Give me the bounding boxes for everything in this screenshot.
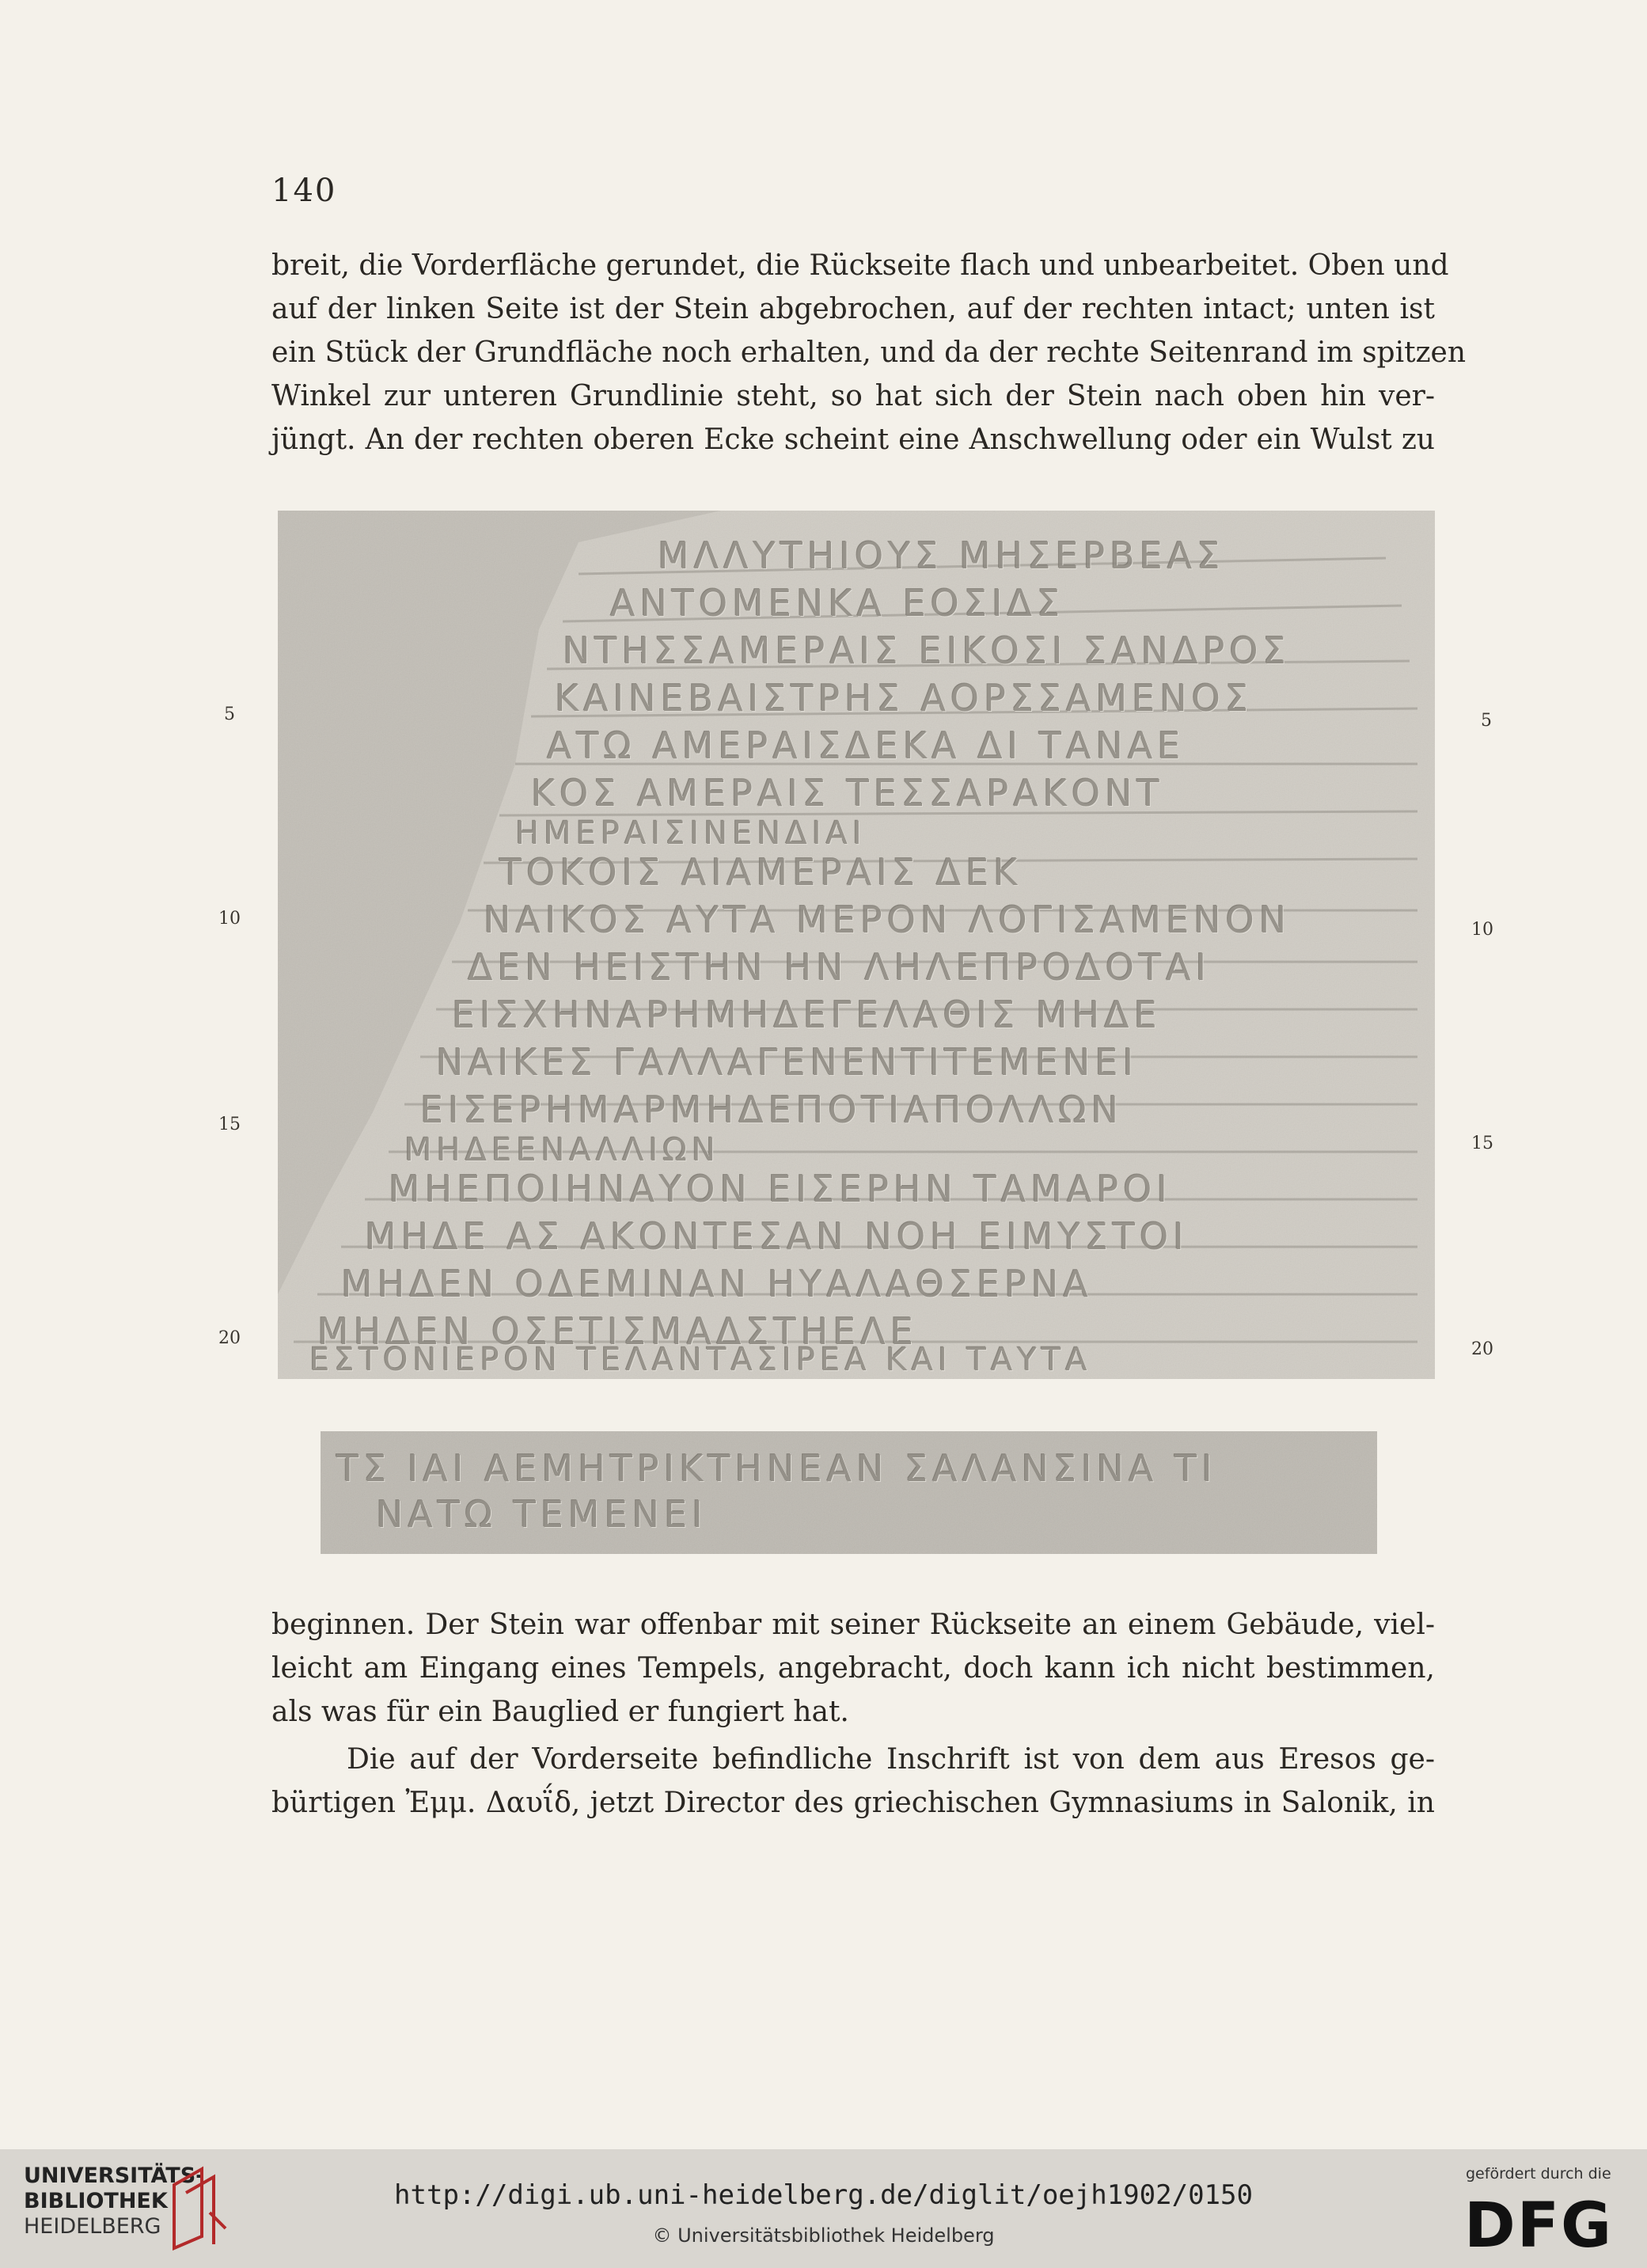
dfg-logo: DFG bbox=[1464, 2190, 1614, 2262]
text-line: jüngt. An der rechten oberen Ecke scheint eine Anschwellung oder ein Wulst zu bbox=[271, 424, 1435, 456]
document-url-link[interactable]: http://digi.ub.uni-heidelberg.de/diglit/oejh1902/0150 bbox=[394, 2179, 1253, 2211]
inscription-strip-photo: ΤΣ ΙΑΙ ΑΕΜΗΤΡΙΚΤΗΝΕΑΝ ΣΑΛΑΝΣΙΝΑ ΤΙ ΝΑΤΩ ΤΕΜΕΝΕΙ bbox=[321, 1431, 1377, 1554]
copyright-text: © Universitätsbibliothek Heidelberg bbox=[652, 2224, 995, 2247]
text-line: beginnen. Der Stein war offenbar mit seiner Rückseite an einem Gebäude, viel- bbox=[271, 1609, 1435, 1641]
paragraph-top bbox=[271, 244, 1467, 462]
text-line: Winkel zur unteren Grundlinie steht, so hat sich der Stein nach oben hin ver- bbox=[271, 380, 1435, 412]
line-number-right: 20 bbox=[1471, 1339, 1493, 1359]
text-line: leicht am Eingang eines Tempels, angebracht, doch kann ich nicht bestimmen, bbox=[271, 1652, 1435, 1685]
text-line: auf der linken Seite ist der Stein abgebrochen, auf der rechten intact; unten ist bbox=[271, 293, 1435, 325]
inscription-photo: ΜΛΛΥΤΗΙΟΥΣ ΜΗΣΕΡΒΕΑΣ ΑΝΤΟΜΕΝΚΑ ΕΟΣΙΔΣ ΝΤΗΣΣΑΜΕΡΑΙΣ ΕΙΚΟΣΙ ΣΑΝΔΡΟΣ ΚΑΙΝΕΒΑΙΣΤΡΗΣ ΑΟΡΣΣΑΜΕΝΟΣ ΑΤΩ ΑΜΕΡΑΙΣΔΕΚΑ ΔΙ ΤΑΝΑΕ ΚΟΣ ΑΜΕΡΑΙΣ ΤΕΣΣΑΡΑΚΟΝΤ ΗΜΕΡΑΙΣΙΝΕΝΔΙΑΙ ΤΟΚΟΙΣ ΑΙΑΜΕΡΑΙΣ ΔΕΚ ΝΑΙΚΟΣ ΑΥΤΑ ΜΕΡΟΝ ΛΟΓΙΣΑΜΕΝΟΝ ΔΕΝ ΗΕΙΣΤΗΝ ΗΝ ΛΗΛΕΠΡΟΔΟΤΑΙ ΕΙΣΧΗΝΑΡΗΜΗΔΕΓΕΛΑΘΙΣ ΜΗΔΕ ΝΑΙΚΕΣ ΓΑΛΛΑΓΕΝΕΝΤΙΤΕΜΕΝΕΙ ΕΙΣΕΡΗΜΑΡΜΗΔΕΠΟΤΙΑΠΟΛΛΩΝ ΜΗΔΕΕΝΑΛΛΙΩΝ ΜΗΕΠΟΙΗΝΑΥΟΝ ΕΙΣΕΡΗΝ ΤΑΜΑΡΟΙ ΜΗΔΕ ΑΣ ΑΚΟΝΤΕΣΑΝ ΝΟΗ ΕΙΜΥΣΤΟΙ ΜΗΔΕΝ ΟΔΕΜΙΝΑΝ ΗΥΑΛΑΘΣΕΡΝΑ ΜΗΔΕΝ ΟΣΕΤΙΣΜΑΔΣΤΗΕΛΕ ΕΣΤΟΝΙΕΡΟΝ ΤΕΛΑΝΤΑΣΙΡΕΑ ΚΑΙ ΤΑΥΤΑ bbox=[278, 511, 1435, 1379]
line-number-right: 10 bbox=[1471, 920, 1493, 940]
text-line: Die auf der Vorderseite befindliche Inschrift ist von dem aus Eresos ge- bbox=[347, 1743, 1435, 1776]
line-number-left: 10 bbox=[218, 909, 241, 929]
text-line: ein Stück der Grundfläche noch erhalten, und da der rechte Seitenrand im spitzen bbox=[271, 336, 1467, 369]
paragraph-middle bbox=[271, 1603, 1435, 1734]
library-name-line3: HEIDELBERG bbox=[24, 2214, 161, 2239]
text-line: als was für ein Bauglied er fungiert hat. bbox=[271, 1696, 849, 1728]
text-line: breit, die Vorderfläche gerundet, die Rückseite flach und unbearbeitet. Oben und bbox=[271, 249, 1449, 282]
funding-label: gefördert durch die bbox=[1466, 2165, 1611, 2183]
footer-bar bbox=[0, 2149, 1647, 2268]
line-number-left: 5 bbox=[224, 705, 235, 724]
line-number-left: 15 bbox=[218, 1115, 241, 1134]
line-number-right: 5 bbox=[1481, 711, 1492, 731]
library-name-line2: BIBLIOTHEK bbox=[24, 2189, 168, 2213]
library-name-line1: UNIVERSITÄTS- bbox=[24, 2164, 205, 2188]
text-line: bürtigen Ἐμμ. Δαυΐδ, jetzt Director des griechischen Gymnasiums in Salonik, in bbox=[271, 1787, 1435, 1819]
paragraph-bottom bbox=[271, 1738, 1435, 1825]
line-number-right: 15 bbox=[1471, 1134, 1493, 1153]
page-number: 140 bbox=[271, 173, 337, 209]
line-number-left: 20 bbox=[218, 1328, 241, 1348]
